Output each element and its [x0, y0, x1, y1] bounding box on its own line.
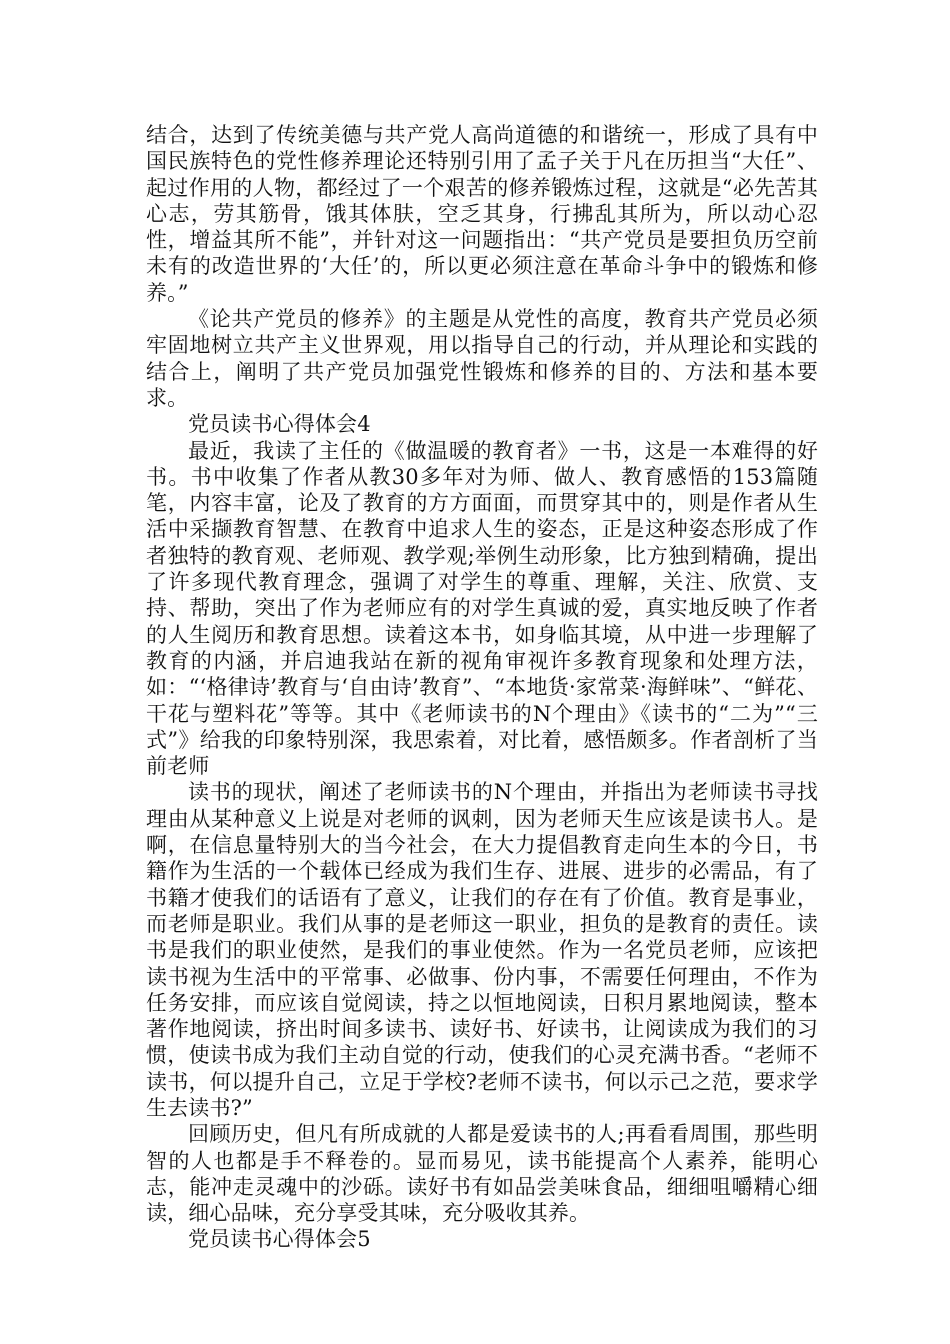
section-heading-4: 党员读书心得体会4: [188, 412, 371, 437]
paragraph-history-reading: 回顾历史，但凡有所成就的人都是爱读书的人;再看看周围，那些明智的人也都是手不释卷的。显而易见，读书能提高个人素养，能明心志，能冲走灵魂中的沙砾。读好书有如品尝美味食品，细细咀嚼精心细读，细心品味，充分享受其味，充分吸收其养。: [146, 1122, 818, 1226]
section-heading-5: 党员读书心得体会5: [188, 1227, 371, 1252]
paragraph-continued: 结合，达到了传统美德与共产党人高尚道德的和谐统一，形成了具有中国民族特色的党性修养理论还特别引用了孟子关于凡在历担当“大任”、起过作用的人物，都经过了一个艰苦的修养锻炼过程，这就是“必先苦其心志，劳其筋骨，饿其体肤，空乏其身，行拂乱其所为，所以动心忍性，增益其所不能”，并针对这一问题指出：“共产党员是要担负历空前未有的改造世界的‘大任’的，所以更必须注意在革命斗争中的锻炼和修养。”: [146, 123, 818, 305]
paragraph-book-theme: 《论共产党员的修养》的主题是从党性的高度，教育共产党员必须牢固地树立共产主义世界观，用以指导自己的行动，并从理论和实践的结合上，阐明了共产党员加强党性锻炼和修养的目的、方法和基本要求。: [146, 307, 818, 410]
paragraph-teacher-reading: 读书的现状，阐述了老师读书的N个理由，并指出为老师读书寻找理由从某种意义上说是对老师的讽刺，因为老师天生应该是读书人。是啊，在信息量特别大的当今社会，在大力提倡教育走向生本的今日，书籍作为生活的一个载体已经成为我们生存、进展、进步的必需品，有了书籍才使我们的话语有了意义，让我们的存在有了价值。教育是事业，而老师是职业。我们从事的是老师这一职业，担负的是教育的责任。读书是我们的职业使然，是我们的事业使然。作为一名党员老师，应该把读书视为生活中的平常事、必做事、份内事，不需要任何理由，不作为任务安排，而应该自觉阅读，持之以恒地阅读，日积月累地阅读，整本著作地阅读，挤出时间多读书、读好书、好读书，让阅读成为我们的习惯，使读书成为我们主动自觉的行动，使我们的心灵充满书香。“老师不读书，何以提升自己，立足于学校?老师不读书，何以示己之范，要求学生去读书?”: [146, 780, 818, 1120]
paragraph-warm-educator: 最近，我读了主任的《做温暖的教育者》一书，这是一本难得的好书。书中收集了作者从教30多年对为师、做人、教育感悟的153篇随笔，内容丰富，论及了教育的方方面面，而贯穿其中的，则是作者从生活中采撷教育智慧、在教育中追求人生的姿态，正是这种姿态形成了作者独特的教育观、老师观、教学观;举例生动形象，比方独到精确，提出了许多现代教育理念，强调了对学生的尊重、理解，关注、欣赏、支持、帮助，突出了作为老师应有的对学生真诚的爱，真实地反映了作者的人生阅历和教育思想。读着这本书，如身临其境，从中进一步理解了教育的内涵，并启迪我站在新的视角审视许多教育现象和处理方法，如：“‘格律诗’教育与‘自由诗’教育”、“本地货·家常菜·海鲜味”、“鲜花、干花与塑料花”等等。其中《老师读书的N个理由》《读书的“二为”“三式”》给我的印象特别深，我思索着，对比着，感悟颇多。作者剖析了当前老师: [146, 438, 818, 779]
document-body: [146, 122, 818, 1253]
